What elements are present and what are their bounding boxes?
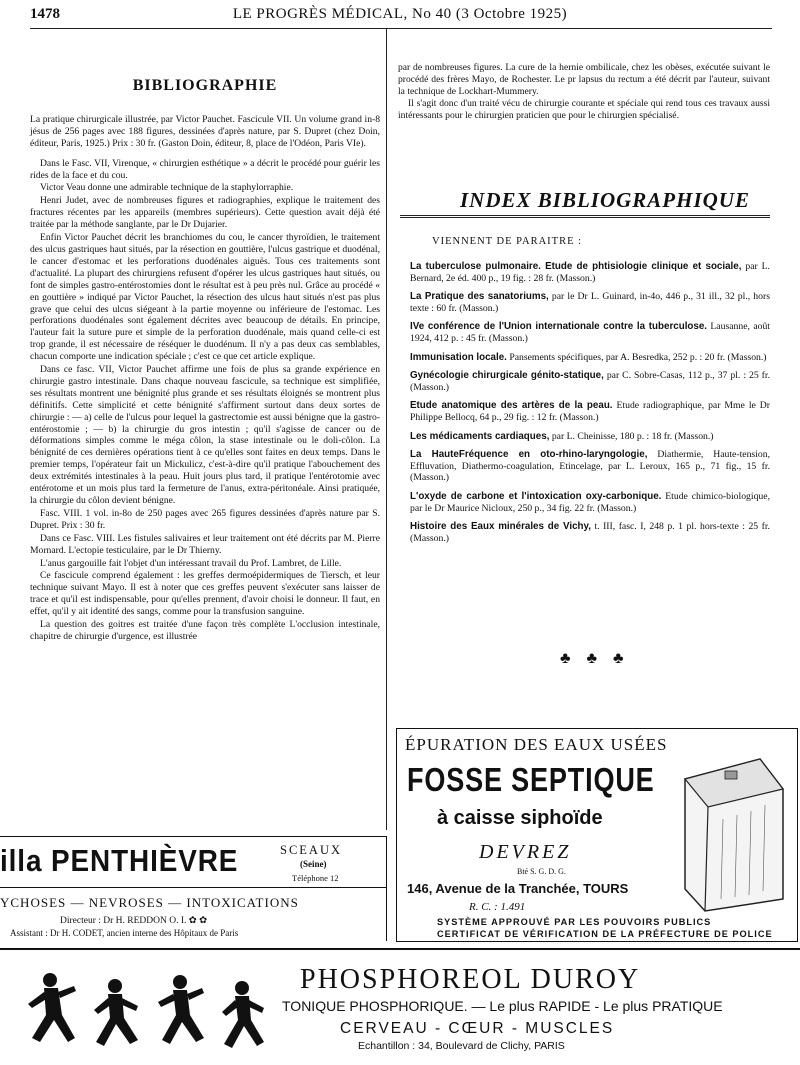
- bibliographie-paragraph: Dans le Fasc. VII, Virenque, « chirurgien esthétique » a décrit le procédé pour guérir les rides de la face et du cou.: [30, 157, 380, 181]
- index-item-details: t. III, fasc. I, 248 p. 1 pl. hors-texte : 25 fr. (Masson.): [410, 521, 770, 544]
- index-item-title: Histoire des Eaux minérales de Vichy,: [410, 521, 591, 533]
- villa-penthievre-ad: [0, 836, 387, 941]
- phosphoreol-slogan: TONIQUE PHOSPHORIQUE. — Le plus RAPIDE - Le plus PRATIQUE: [282, 998, 723, 1014]
- index-item-details: par L. Bernard, 2e éd. 400 p., 19 fig. : 28 fr. (Masson.): [410, 261, 770, 284]
- index-item-details: Lausanne, août 1924, 412 p. : 45 fr. (Masson.): [410, 321, 770, 344]
- ad-patent: Bté S. G. D. G.: [517, 867, 566, 876]
- bibliographie-paragraph: Fasc. VIII. 1 vol. in-8o de 250 pages avec 265 figures dessinées d'après nature par S. Dupret. Prix : 30 fr.: [30, 507, 380, 531]
- index-item: [410, 321, 770, 344]
- running-title: LE PROGRÈS MÉDICAL, No 40 (3 Octobre 1925): [232, 6, 568, 22]
- index-item-details: Etude chimico-biologique, par le Dr Maurice Nicloux, 250 p., 34 fig. 22 fr. (Masson.): [410, 490, 771, 514]
- index-item-details: Pansements spécifiques, par A. Besredka, 252 p. : 20 fr. (Masson.): [506, 351, 767, 363]
- index-item: [410, 370, 770, 393]
- index-item-details: Diathermie, Haute-tension, Effluvation, Diathermo-coagulation, Etincelage, par L. Leroux, 165 p., 71 fig., 15 fr. (Masson.): [410, 449, 770, 484]
- villa-director: Directeur : Dr H. REDDON O. I. ✿ ✿: [60, 916, 208, 926]
- index-item-title: Gynécologie chirurgicale génito-statique,: [410, 370, 604, 382]
- index-item-title: L'oxyde de carbone et l'intoxication oxy-carbonique.: [410, 490, 662, 502]
- phosphoreol-brand: PHOSPHOREOL DUROY: [300, 964, 641, 995]
- index-item-title: IVe conférence de l'Union internationale contre la tuberculose.: [410, 321, 708, 333]
- page-number: 1478: [30, 6, 60, 22]
- index-item-title: La Pratique des sanatoriums,: [410, 291, 549, 303]
- bibliographie-paragraph: Ce fascicule comprend également : les greffes dermoépidermiques de Tiersch, et leur technique suivant Mayo. Il est à noter que ces greffes peuvent s'exécuter sans laisser de trace et qu'il est indispensable, pour qu'elles prennent, d'avoir choisi le donneur. Il faut, en effet, qu'il y ait identité des sangs, comme pour la transfusion sanguine.: [30, 570, 380, 618]
- bibliographie-paragraph: L'anus gargouille fait l'objet d'un intéressant travail du Prof. Lambret, de Lille.: [40, 557, 342, 569]
- index-item: [410, 352, 770, 364]
- bibliographie-continuation: [398, 62, 770, 122]
- fosse-septique-ad: [396, 728, 798, 942]
- index-item-title: Immunisation locale.: [410, 351, 507, 363]
- continuation-paragraph: par de nombreuses figures. La cure de la hernie ombilicale, chez les obèses, exécutée suivant le procédé des frères Mayo, de Rochester. Le pr lapsus du rectum a été décrit par l'auteur, suivant la technique de Lockhart-Mummery.: [398, 62, 770, 97]
- villa-name: illa PENTHIÈVRE: [0, 843, 239, 878]
- index-item-title: Etude anatomique des artères de la peau.: [410, 400, 613, 412]
- bibliographie-paragraph: La pratique chirurgicale illustrée, par Victor Pauchet. Fascicule VII. Un volume grand in-8 jésus de 256 pages avec 188 figures, dessinées d'après nature, par S. Dupret (chez Doin, éditeur, Paris, 1925.) Prix : 30 fr. (Gaston Doin, éditeur, 8, place de l'Odéon, Paris VIe).: [30, 113, 380, 149]
- index-subtitle: VIENNENT DE PARAITRE :: [432, 236, 583, 247]
- column-divider: [386, 28, 387, 830]
- index-item-title: La HauteFréquence en oto-rhino-laryngologie,: [410, 449, 648, 461]
- bibliographie-paragraph: Enfin Victor Pauchet décrit les branchiomes du cou, le cancer thyroïdien, le traitement des ulcus gastriques haut situés, par la résection en gouttière, l'ulcus gastrique et duodénal, le cancer d'estomac et les perforations duodénales aiguës. Tous ces traitements sont d'actualité. La plupart des chirurgiens refusent d'opérer les ulcus gastriques haut situés, ou font de simples gastro-entérostomies dont le résultat est à peu près nul. Grâce au procédé « en gouttière » indiqué par Victor Pauchet, la résection des ulcus haut situés n'est pas plus grave que celui des ulcus siégeant à la partie moyenne ou inférieure de l'estomac. Les perforations duodénales sont également décrites avec beaucoup de détails. En principe, l'auteur fait la suture pure et simple de la perforation duodénale, mais quand celle-ci est trop grande, il est nécessaire de réséquer le duodénum. Il n'y a pas deux cas semblables, chacun comporte une indication spéciale ; c'est ce que cet article explique.: [30, 232, 380, 363]
- villa-phone: Téléphone 12: [292, 873, 339, 883]
- index-item-details: par le Dr L. Guinard, in-4o, 446 p., 31 ill., 32 pl., hors texte : 60 fr. (Masson.): [410, 291, 770, 314]
- bibliographie-heading: BIBLIOGRAPHIE: [132, 77, 278, 94]
- club-flourish-icon: ♣ ♣ ♣: [560, 650, 630, 667]
- ad-product-name: FOSSE SEPTIQUE: [407, 761, 655, 798]
- ad-maker: DEVREZ: [479, 841, 572, 863]
- ad-registration: R. C. : 1.491: [469, 901, 526, 913]
- ad-product-subtitle: à caisse siphoïde: [437, 807, 603, 829]
- bibliographie-paragraph: Dans ce Fasc. VIII. Les fistules salivaires et leur traitement ont été décrits par M. Pierre Mornard. L'ectopie testiculaire, par le Dr Thierny.: [30, 532, 380, 556]
- ad-address: 146, Avenue de la Tranchée, TOURS: [407, 881, 629, 896]
- runners-illustration: [20, 960, 270, 1060]
- header-rule: [30, 28, 772, 29]
- index-title: INDEX BIBLIOGRAPHIQUE: [460, 188, 750, 212]
- index-item: [410, 491, 770, 514]
- index-item-details: Etude radiographique, par Mme le Dr Philippe Bellocq, 64 p., 29 fig. : 12 fr. (Masson.): [410, 400, 770, 423]
- bibliographie-paragraph: Victor Veau donne une admirable technique de la staphylorraphie.: [40, 182, 294, 194]
- index-item-details: par C. Sobre-Casas, 112 p., 37 pl. : 25 fr. (Masson.): [410, 370, 770, 393]
- index-item-title: Les médicaments cardiaques,: [410, 430, 550, 442]
- bibliographie-column: [30, 77, 380, 644]
- bibliographie-paragraph: Dans ce fasc. VII, Victor Pauchet affirme une fois de plus sa grande expérience en chirurgie gastro intestinale. Dans chaque nouveau fascicule, sa technique est simplifiée, ses résultats montrent une bénignité plus grande et ses résultats éloignés se montrent plus définitifs. Cette simplicité et cette bénignité s'affirment surtout dans deux sortes de chirurgie : — a) celle de l'ulcus pour lequel la gastrectomie est aussi bénigne que la gastro-entérostomie ; — b) la chirurgie du gros intestin ; qu'il s'agisse de cancer ou de déformations simples comme le méga côlon, la stase intestinale ou le doli-côlon. La bénignité de ces dernières opérations tient à ce qu'elles sont faites en deux temps. Dans le premier temps, l'opérateur fait un Mickulicz, c'est-à-dire qu'il pratique l'abouchement des deux extrémités intestinales à la peau. Huit jours plus tard, il pratique l'entérotomie avec entérotome et un mois plus tard la fermeture de l'anus, extra-péritonéale. Ainsi pratiquée, la chirurgie du côlon devient bénigne.: [30, 364, 380, 506]
- index-item-title: La tuberculose pulmonaire. Etude de phtisiologie clinique et sociale,: [410, 261, 742, 272]
- bibliographie-paragraph: La question des goitres est traitée d'une façon très complète L'occlusion intestinale, chapitre de chirurgie d'urgence, est illustrée: [30, 619, 380, 642]
- villa-place: SCEAUX: [280, 843, 343, 857]
- index-item-details: par L. Cheinisse, 180 p. : 18 fr. (Masson.): [549, 430, 714, 442]
- running-header: [30, 6, 770, 26]
- index-item: [410, 521, 770, 544]
- index-item: [410, 261, 770, 284]
- index-item: [410, 291, 770, 314]
- villa-assistant: Assistant : Dr H. CODET, ancien interne des Hôpitaux de Paris: [10, 928, 239, 938]
- bibliographie-paragraph: Henri Judet, avec de nombreuses figures et radiographies, explique le traitement des fractures récentes par les appareils (membres supérieurs). Cette question avait déjà été traitée par la méthode sanglante, par le Dr Dujarier.: [30, 195, 380, 231]
- index-title-rule: [400, 215, 770, 218]
- phosphoreol-address: Echantillon : 34, Boulevard de Clichy, PARIS: [358, 1040, 565, 1052]
- index-item: [410, 449, 770, 484]
- index-item: [410, 400, 770, 423]
- continuation-paragraph: Il s'agit donc d'un traité vécu de chirurgie courante et spéciale qui rend tous ces travaux aussi intéressants pour le chirurgien praticien que pour le chirurgien spécialisé.: [398, 97, 770, 121]
- phosphoreol-ad: [0, 948, 800, 1065]
- ad-approval: SYSTÈME APPROUVÉ PAR LES POUVOIRS PUBLICS: [437, 917, 712, 927]
- villa-department: (Seine): [300, 859, 327, 869]
- index-item: [410, 431, 770, 443]
- phosphoreol-organs: CERVEAU - CŒUR - MUSCLES: [340, 1020, 615, 1037]
- ad-certificate: CERTIFICAT DE VÉRIFICATION DE LA PRÉFECTURE DE POLICE: [437, 929, 773, 939]
- septic-tank-illustration: [665, 749, 791, 915]
- index-list: [410, 261, 770, 551]
- villa-divider: [0, 887, 386, 888]
- villa-topics: YCHOSES — NEVROSES — INTOXICATIONS: [0, 895, 299, 910]
- ad-headline: ÉPURATION DES EAUX USÉES: [405, 735, 668, 754]
